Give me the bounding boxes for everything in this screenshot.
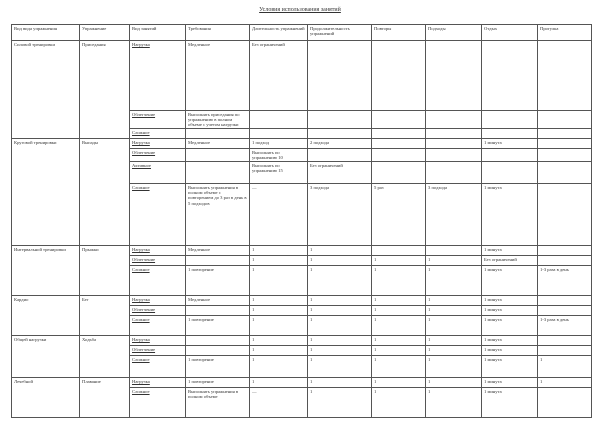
cell-d1: 1: [250, 266, 308, 296]
cell-rest: 1 минута: [482, 184, 538, 246]
cell-d1: 1: [250, 346, 308, 356]
cell-walk: [538, 139, 592, 149]
cell-d1: 1: [250, 356, 308, 378]
cell-sub: Сложное: [130, 184, 186, 246]
cell-req: Медленное: [186, 41, 250, 111]
cell-rest: 1 минута: [482, 356, 538, 378]
cell-d2: [308, 111, 372, 129]
cell-exercise: Плавание: [80, 378, 130, 418]
cell-app: 3 подхода: [426, 184, 482, 246]
cell-rest: [482, 149, 538, 162]
cell-exercise: Бег: [80, 296, 130, 336]
cell-sub: Нагрузка: [130, 246, 186, 256]
cell-sub: Сложное: [130, 129, 186, 139]
cell-d2: 1: [308, 356, 372, 378]
cell-rest: [482, 162, 538, 184]
cell-walk: [538, 129, 592, 139]
cell-app: 1: [426, 388, 482, 418]
cell-rest: [482, 41, 538, 111]
cell-sub: Сложное: [130, 388, 186, 418]
cell-rep: 1: [372, 356, 426, 378]
cell-rep: [372, 139, 426, 149]
cell-app: 1: [426, 296, 482, 306]
cell-walk: [538, 149, 592, 162]
cell-d1: —: [250, 184, 308, 246]
cell-rest: 1 минута: [482, 378, 538, 388]
cell-app: [426, 162, 482, 184]
cell-rep: [372, 129, 426, 139]
cell-rep: 1: [372, 346, 426, 356]
cell-req: 1 повторение: [186, 316, 250, 336]
cell-sub: Нагрузка: [130, 139, 186, 149]
cell-app: 1: [426, 306, 482, 316]
cell-req: Выполнять упражнения в полном объеме: [186, 388, 250, 418]
cell-d1: [250, 129, 308, 139]
cell-req: Медленное: [186, 139, 250, 149]
cell-d1: 1: [250, 336, 308, 346]
cell-d1: —: [250, 388, 308, 418]
cell-sub: Облегчение: [130, 256, 186, 266]
header-cell: Прогулка: [538, 25, 592, 41]
header-cell: Длительность упражнений: [250, 25, 308, 41]
header-cell: Подходы: [426, 25, 482, 41]
cell-rest: 1 минута: [482, 346, 538, 356]
cell-walk: [538, 296, 592, 306]
cell-app: 1: [426, 346, 482, 356]
header-cell: Вид занятий: [130, 25, 186, 41]
cell-rep: [372, 162, 426, 184]
cell-req: Медленное: [186, 246, 250, 256]
cell-d2: 1: [308, 316, 372, 336]
cell-sub: Сложное: [130, 356, 186, 378]
table-row: [12, 41, 592, 111]
cell-sub: Нагрузка: [130, 296, 186, 306]
cell-app: 1: [426, 378, 482, 388]
cell-app: [426, 129, 482, 139]
cell-walk: [538, 388, 592, 418]
cell-exercise-type: Круговой тренировки: [12, 139, 80, 246]
cell-d2: 1: [308, 306, 372, 316]
cell-d1: 1: [250, 378, 308, 388]
header-cell: Повторы: [372, 25, 426, 41]
cell-rep: 1: [372, 256, 426, 266]
header-cell: Продолжительность упражнений: [308, 25, 372, 41]
cell-walk: [538, 306, 592, 316]
cell-walk: [538, 336, 592, 346]
cell-d2: 1: [308, 378, 372, 388]
cell-walk: [538, 346, 592, 356]
table-row: [12, 246, 592, 256]
cell-req: 1 повторение: [186, 378, 250, 388]
header-cell: Упражнение: [80, 25, 130, 41]
cell-rep: 5 раз: [372, 184, 426, 246]
cell-rep: 1: [372, 306, 426, 316]
cell-rep: [372, 41, 426, 111]
cell-rest: 1 минута: [482, 139, 538, 149]
cell-d2: 1: [308, 266, 372, 296]
header-cell: Вид вида упражнения: [12, 25, 80, 41]
cell-req: [186, 346, 250, 356]
cell-app: 1: [426, 316, 482, 336]
cell-rest: Без ограничений: [482, 256, 538, 266]
header-cell: Требования: [186, 25, 250, 41]
cell-d1: Выполнять по упражнению 15: [250, 162, 308, 184]
cell-sub: Нагрузка: [130, 378, 186, 388]
header-cell: Отдых: [482, 25, 538, 41]
cell-d2: [308, 41, 372, 111]
cell-d2: 1: [308, 346, 372, 356]
cell-sub: Облегчение: [130, 111, 186, 129]
cell-sub: Сложное: [130, 266, 186, 296]
cell-req: 1 повторение: [186, 356, 250, 378]
cell-d2: 1: [308, 388, 372, 418]
cell-app: [426, 139, 482, 149]
cell-d2: 3 подхода: [308, 184, 372, 246]
cell-exercise-type: Общей нагрузки: [12, 336, 80, 378]
cell-rep: [372, 246, 426, 256]
cell-req: [186, 149, 250, 162]
table-row: [12, 296, 592, 306]
table-row: [12, 139, 592, 149]
cell-d2: 1: [308, 246, 372, 256]
cell-app: [426, 111, 482, 129]
cell-d1: 1 подход: [250, 139, 308, 149]
cell-exercise-type: Интервальной тренировки: [12, 246, 80, 296]
cell-rest: 1 минута: [482, 306, 538, 316]
cell-exercise: Ходьба: [80, 336, 130, 378]
cell-rest: 1 минута: [482, 316, 538, 336]
cell-app: [426, 41, 482, 111]
cell-app: 1: [426, 256, 482, 266]
document-title: Условия использования занятий: [259, 7, 341, 13]
cell-sub: Активное: [130, 162, 186, 184]
cell-rep: [372, 111, 426, 129]
cell-walk: 1: [538, 378, 592, 388]
cell-rest: [482, 111, 538, 129]
cell-req: [186, 336, 250, 346]
cell-req: Выполнять упражнения в полном объеме с повторением до 3 раз в день в 5 подходов: [186, 184, 250, 246]
cell-sub: Нагрузка: [130, 336, 186, 346]
cell-rep: 1: [372, 316, 426, 336]
cell-req: [186, 256, 250, 266]
cell-d1: 1: [250, 306, 308, 316]
cell-walk: 1: [538, 356, 592, 378]
cell-d2: 2 подхода: [308, 139, 372, 149]
cell-rest: 1 минута: [482, 388, 538, 418]
cell-req: 1 повторение: [186, 266, 250, 296]
cell-walk: 1-3 раза в день: [538, 266, 592, 296]
cell-sub: Сложное: [130, 316, 186, 336]
cell-walk: [538, 256, 592, 266]
cell-req: [186, 129, 250, 139]
table-body: [12, 41, 592, 418]
table-row: [12, 378, 592, 388]
cell-req: Медленное: [186, 296, 250, 306]
cell-walk: [538, 184, 592, 246]
cell-exercise-type: Кардио: [12, 296, 80, 336]
cell-rep: 1: [372, 296, 426, 306]
cell-req: [186, 162, 250, 184]
cell-req: Выполнять приседания по упражнению в полном объеме с учетом нагрузки: [186, 111, 250, 129]
cell-d1: Выполнять по упражнению 10: [250, 149, 308, 162]
cell-d2: Без ограничений: [308, 162, 372, 184]
cell-sub: Облегчение: [130, 149, 186, 162]
header-row: [12, 25, 592, 41]
cell-d1: 1: [250, 316, 308, 336]
cell-d2: 1: [308, 296, 372, 306]
cell-d2: 1: [308, 256, 372, 266]
cell-d1: [250, 111, 308, 129]
cell-exercise-type: Силовой тренировки: [12, 41, 80, 139]
cell-d2: 1: [308, 336, 372, 346]
cell-rep: 1: [372, 388, 426, 418]
requirements-table: [11, 24, 592, 418]
cell-app: [426, 149, 482, 162]
cell-d2: [308, 129, 372, 139]
cell-rep: 1: [372, 336, 426, 346]
cell-exercise: Прыжки: [80, 246, 130, 296]
cell-rest: [482, 129, 538, 139]
cell-app: 1: [426, 356, 482, 378]
cell-rep: [372, 149, 426, 162]
cell-exercise: Приседания: [80, 41, 130, 139]
cell-exercise-type: Лечебной: [12, 378, 80, 418]
cell-req: [186, 306, 250, 316]
cell-exercise: Выпады: [80, 139, 130, 246]
cell-rest: 1 минута: [482, 296, 538, 306]
cell-walk: [538, 41, 592, 111]
cell-d1: 1: [250, 296, 308, 306]
cell-rest: 1 минута: [482, 246, 538, 256]
cell-d1: 1: [250, 256, 308, 266]
cell-walk: [538, 246, 592, 256]
cell-app: 1: [426, 336, 482, 346]
cell-rest: 1 минута: [482, 336, 538, 346]
cell-d1: Без ограничений: [250, 41, 308, 111]
cell-sub: Нагрузка: [130, 41, 186, 111]
cell-sub: Облегчение: [130, 306, 186, 316]
cell-walk: [538, 162, 592, 184]
cell-app: [426, 246, 482, 256]
cell-app: 1: [426, 266, 482, 296]
cell-d1: 1: [250, 246, 308, 256]
cell-rep: 1: [372, 378, 426, 388]
table-row: [12, 336, 592, 346]
cell-walk: [538, 111, 592, 129]
cell-d2: [308, 149, 372, 162]
cell-rest: 1 минута: [482, 266, 538, 296]
cell-walk: 1-3 раза в день: [538, 316, 592, 336]
cell-rep: 1: [372, 266, 426, 296]
cell-sub: Облегчение: [130, 346, 186, 356]
